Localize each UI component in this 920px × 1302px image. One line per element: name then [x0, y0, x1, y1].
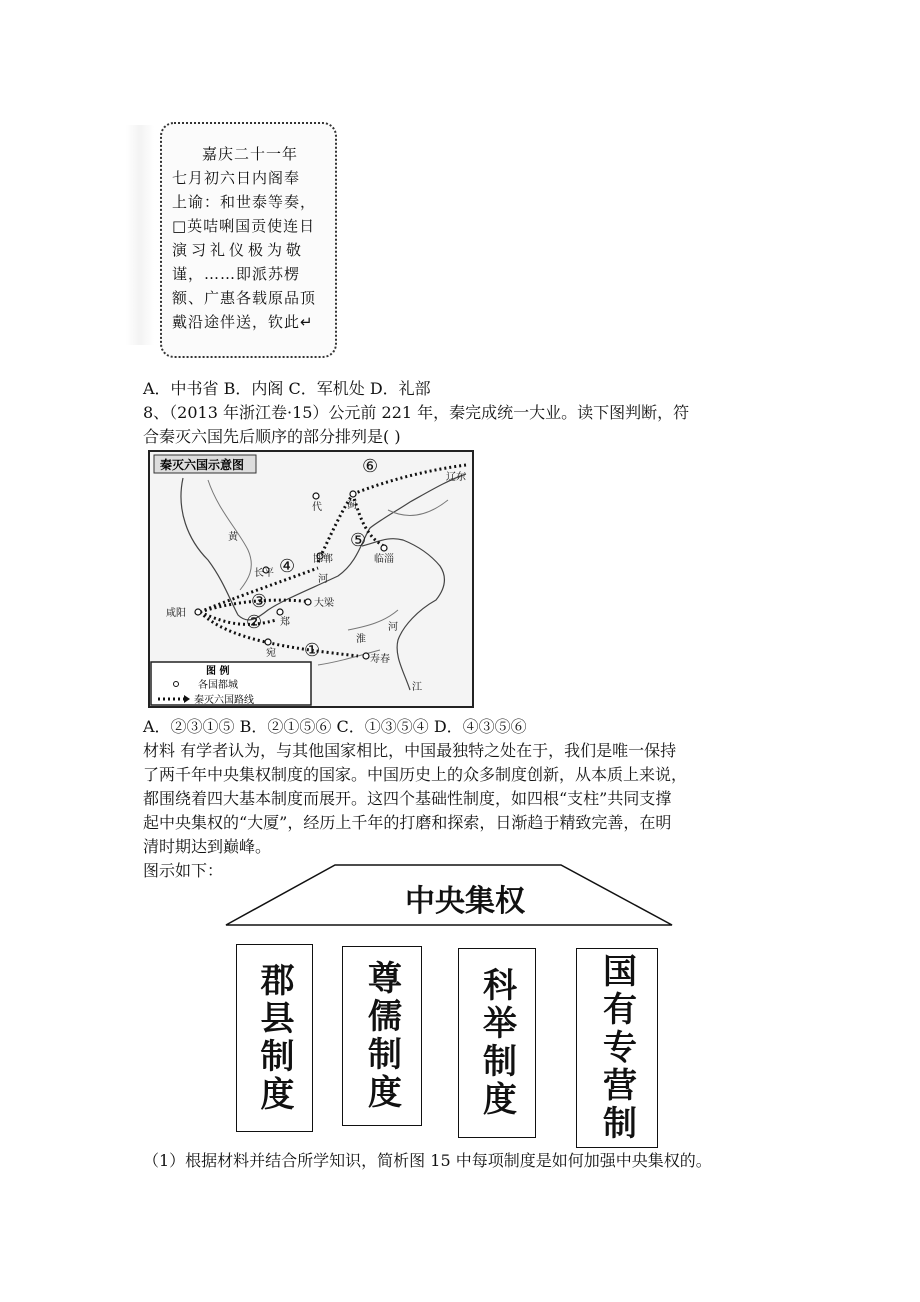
label-changping: 长平 — [254, 568, 274, 579]
roof-title: 中央集权 — [405, 884, 525, 919]
q7-options: A．中书省 B．内阁 C．军机处 D．礼部 — [143, 379, 431, 398]
label-huang: 黄 — [228, 532, 238, 543]
q8-options: A．②③①⑤ B．②①⑤⑥ C．①③⑤④ D．④③⑤⑥ — [143, 717, 527, 736]
label-river-he-2: 河 — [388, 622, 398, 633]
pillar-state-monopoly — [576, 948, 658, 1148]
pillar-junxian — [236, 944, 313, 1132]
route-num-5: ⑤ — [350, 530, 367, 551]
edict-line: 嘉庆二十一年 — [202, 145, 299, 163]
pillar-label: 郡县制度 — [254, 962, 294, 1114]
pillar-label: 尊儒制度 — [361, 960, 402, 1112]
scan-shadow — [126, 125, 154, 345]
q8-stem-line1: 8、（2013 年浙江卷·15）公元前 221 年，秦完成统一大业。读下图判断，符 — [143, 403, 690, 422]
material-line: 材料 有学者认为，与其他国家相比，中国最独特之处在于，我们是唯一保持 — [143, 741, 677, 760]
edict-line: 谨，……即派苏楞 — [172, 265, 301, 283]
edict-line: □英咭唎国贡使连日 — [172, 217, 316, 235]
route-num-4: ④ — [279, 556, 296, 577]
label-liaodong: 辽东 — [446, 472, 466, 483]
label-zheng: 郑 — [280, 617, 290, 628]
route-num-6: ⑥ — [362, 456, 379, 477]
pillar-label: 国有专营制 — [596, 953, 637, 1143]
label-river-he: 河 — [318, 574, 328, 585]
material-line: 图示如下： — [143, 861, 224, 880]
label-daliang: 大梁 — [314, 598, 334, 609]
material-line: 了两千年中央集权制度的国家。中国历史上的众多制度创新，从本质上来说， — [143, 765, 688, 784]
legend-capital: 各国都城 — [198, 680, 238, 691]
edict-line: 七月初六日内阁奉 — [172, 169, 301, 187]
edict-line: 上谕：和世泰等奏， — [172, 193, 317, 211]
edict-line: 额、广惠各载原品顶 — [172, 289, 317, 307]
route-num-2: ② — [246, 612, 263, 633]
pillar-label: 科举制度 — [476, 967, 517, 1119]
label-ji: 蓟 — [347, 500, 357, 511]
label-xianyang: 咸阳 — [166, 608, 186, 619]
label-jiang: 江 — [412, 682, 422, 693]
route-num-3: ③ — [251, 591, 268, 612]
legend-route: 秦灭六国路线 — [194, 695, 254, 706]
material-line: 清时期达到巅峰。 — [143, 837, 272, 856]
label-shouchun: 寿春 — [370, 654, 390, 665]
pillar-zunru — [342, 946, 422, 1126]
qin-unification-map — [148, 450, 474, 708]
question-1: （1）根据材料并结合所学知识，简析图 15 中每项制度是如何加强中央集权的。 — [143, 1151, 712, 1170]
map-title: 秦灭六国示意图 — [160, 458, 245, 472]
edict-image — [160, 122, 337, 358]
label-huai: 淮 — [356, 634, 366, 645]
route-num-1: ① — [304, 640, 321, 661]
edict-line: 演习礼仪极为敬 — [172, 241, 306, 259]
material-line: 都围绕着四大基本制度而展开。这四个基础性制度，如四根“支柱”共同支撑 — [143, 789, 672, 808]
label-wan: 宛 — [266, 648, 276, 659]
label-handan: 邯郸 — [313, 554, 333, 565]
label-linzi: 临淄 — [374, 554, 394, 565]
material-line: 起中央集权的“大厦”，经历上千年的打磨和探索，日渐趋于精致完善，在明 — [143, 813, 672, 832]
label-dai: 代 — [312, 502, 322, 513]
q8-stem-line2: 合秦灭六国先后顺序的部分排列是( ) — [143, 427, 401, 446]
legend-title: 图 例 — [206, 666, 230, 677]
edict-line: 戴沿途伴送，钦此↵ — [172, 313, 314, 331]
pillar-keju — [458, 948, 536, 1138]
